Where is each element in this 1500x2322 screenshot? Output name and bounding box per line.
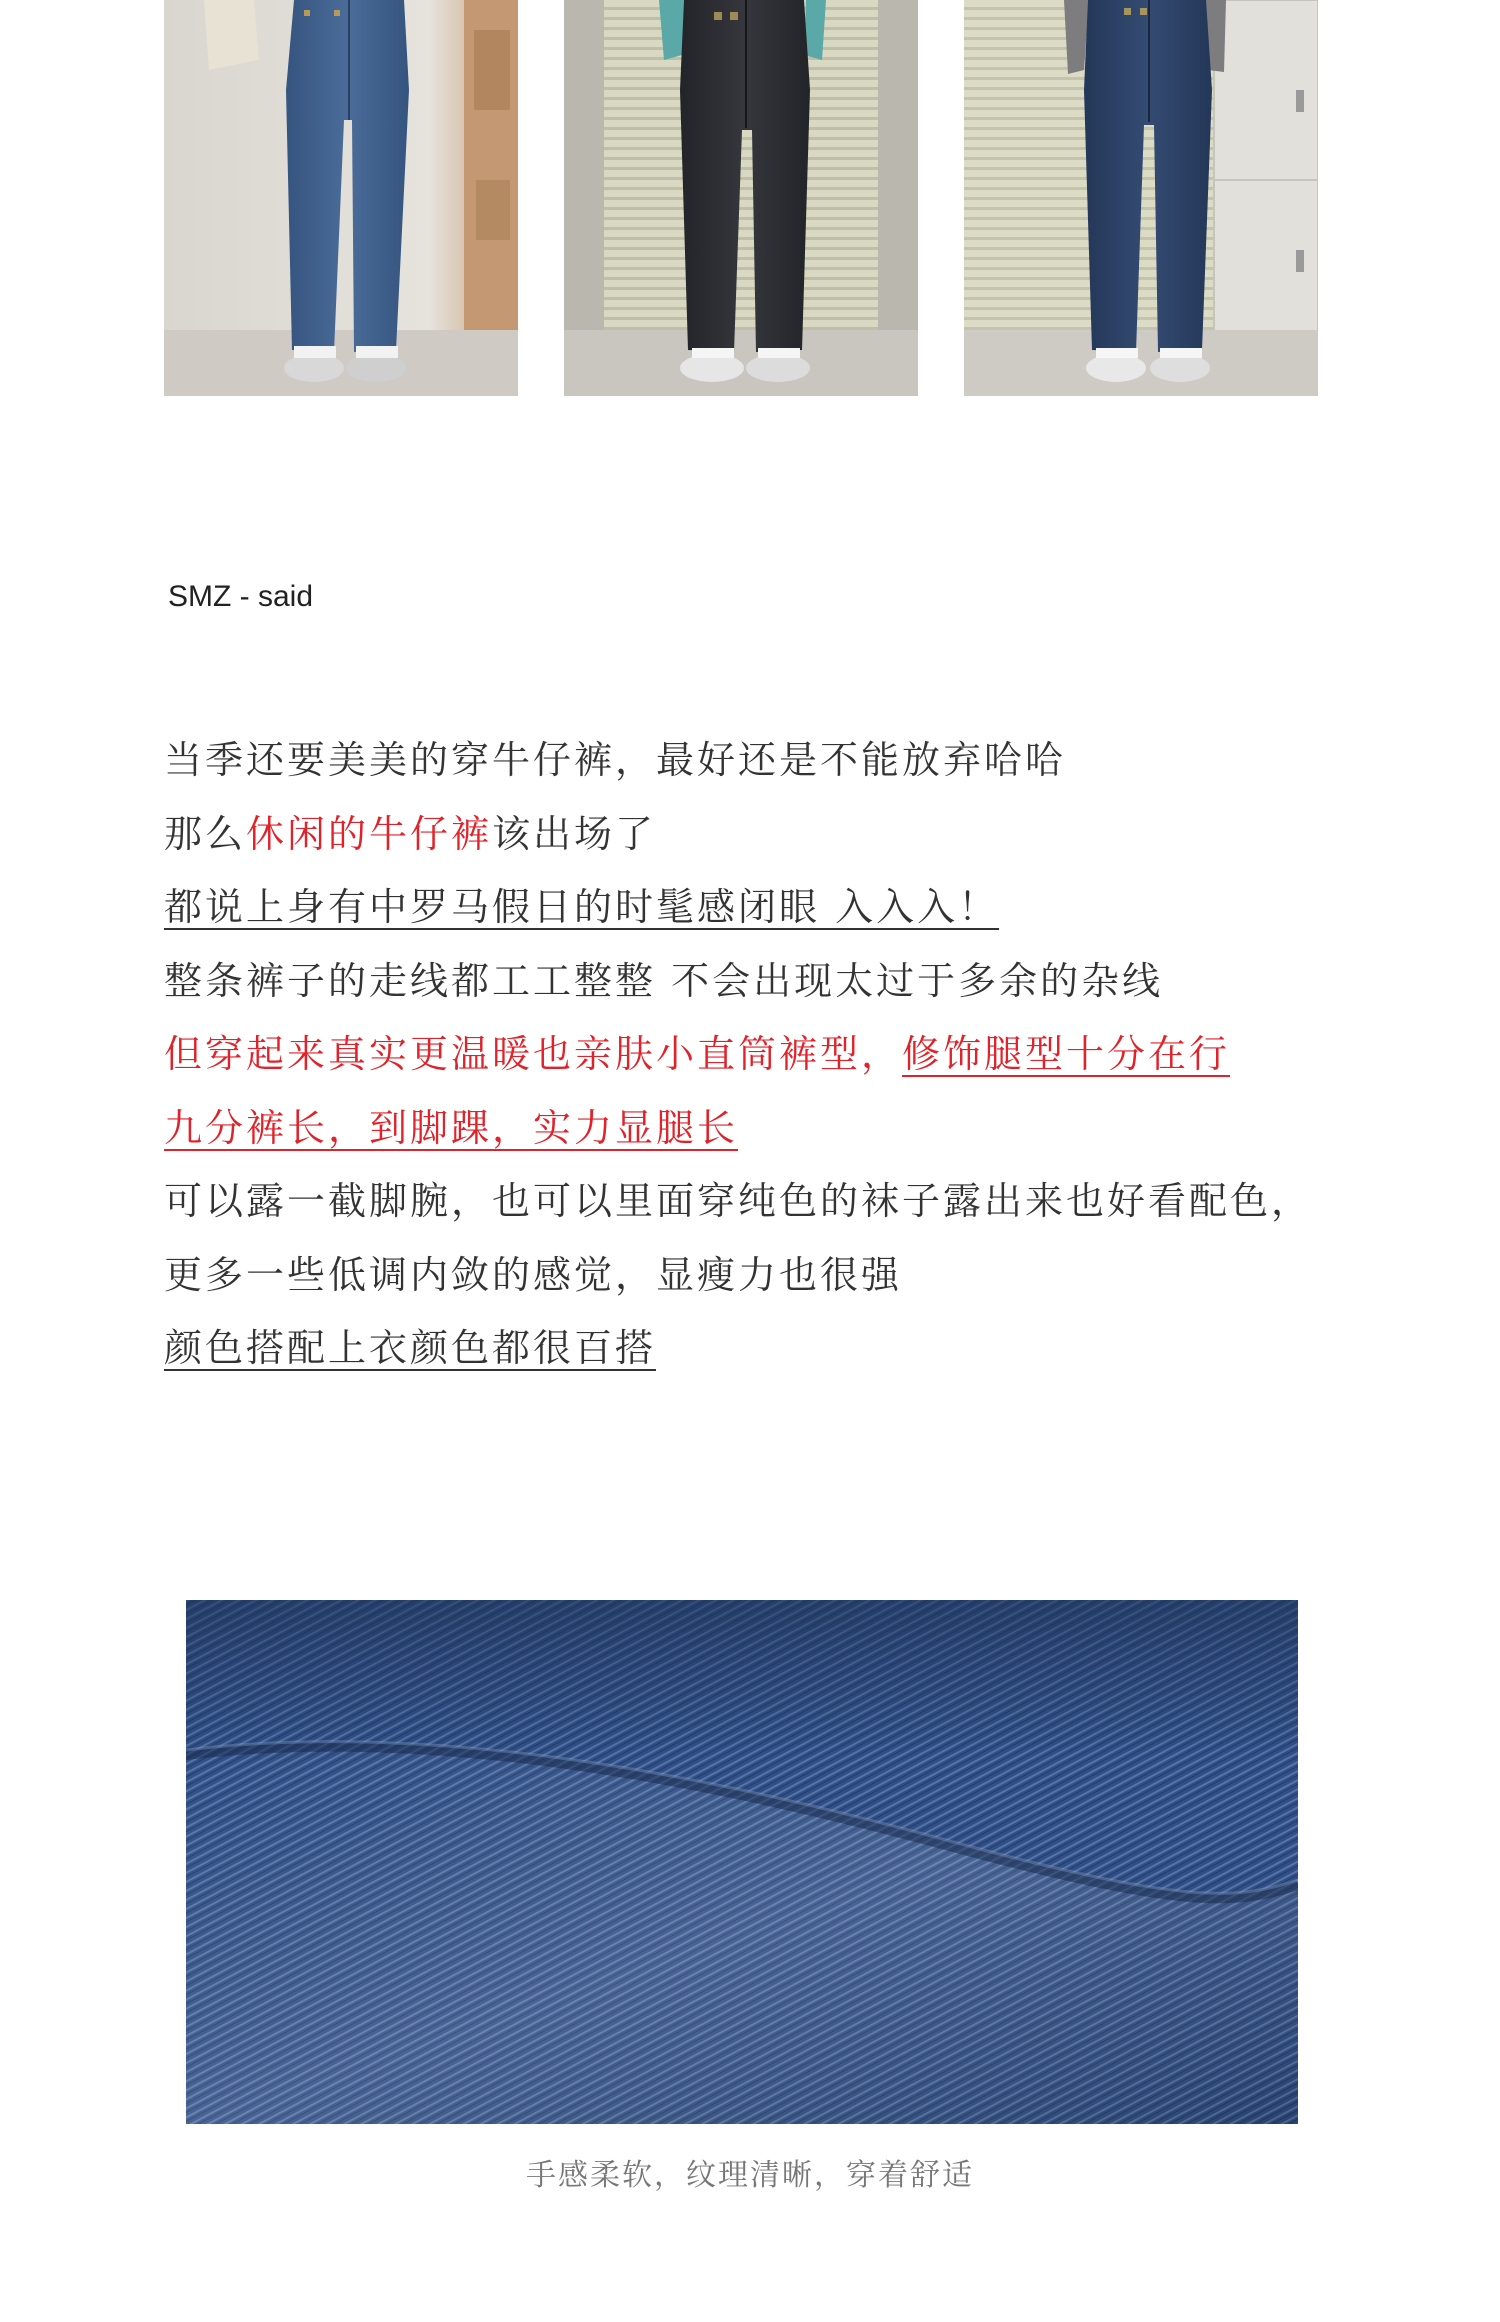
desc-line-9-text: 颜色搭配上衣颜色都很百搭: [164, 1326, 657, 1370]
dark-blue-jeans-photo: [964, 0, 1318, 396]
denim-fabric-closeup: [186, 1600, 1298, 2124]
description: [164, 736, 1464, 1398]
desc-line-3: [164, 883, 1464, 957]
desc-line-5-a: 但穿起来真实更温暖也亲肤小直筒裤型，: [164, 1032, 903, 1076]
desc-line-2-suffix: 该出场了: [492, 811, 657, 856]
desc-line-2-prefix: 那么: [164, 811, 247, 856]
desc-line-4: 整条裤子的走线都工工整整 不会出现太过于多余的杂线: [164, 958, 1164, 1003]
brand-label: SMZ - said: [168, 580, 314, 613]
desc-line-8: 更多一些低调内敛的感觉，显瘦力也很强: [164, 1252, 903, 1297]
desc-line-6-text: 九分裤长，到脚踝，实力显腿长: [164, 1105, 739, 1150]
black-jeans-photo: [564, 0, 918, 396]
desc-line-1: 当季还要美美的穿牛仔裤，最好还是不能放弃哈哈: [164, 738, 1067, 782]
fabric-caption: 手感柔软，纹理清晰，穿着舒适: [526, 2158, 974, 2193]
desc-line-2-highlight: 休闲的牛仔裤: [246, 811, 493, 856]
desc-line-9: [164, 1324, 1464, 1398]
desc-line-3-text: 都说上身有中罗马假日的时髦感闭眼 入入入！: [164, 885, 1000, 929]
desc-line-7: 可以露一截脚腕，也可以里面穿纯色的袜子露出来也好看配色，: [164, 1179, 1313, 1223]
desc-line-5-b: 修饰腿型十分在行: [902, 1032, 1231, 1076]
desc-line-2: [164, 810, 1464, 884]
desc-line-5: [164, 1030, 1464, 1104]
desc-line-6: [164, 1104, 1464, 1178]
light-blue-jeans-photo: [164, 0, 518, 396]
